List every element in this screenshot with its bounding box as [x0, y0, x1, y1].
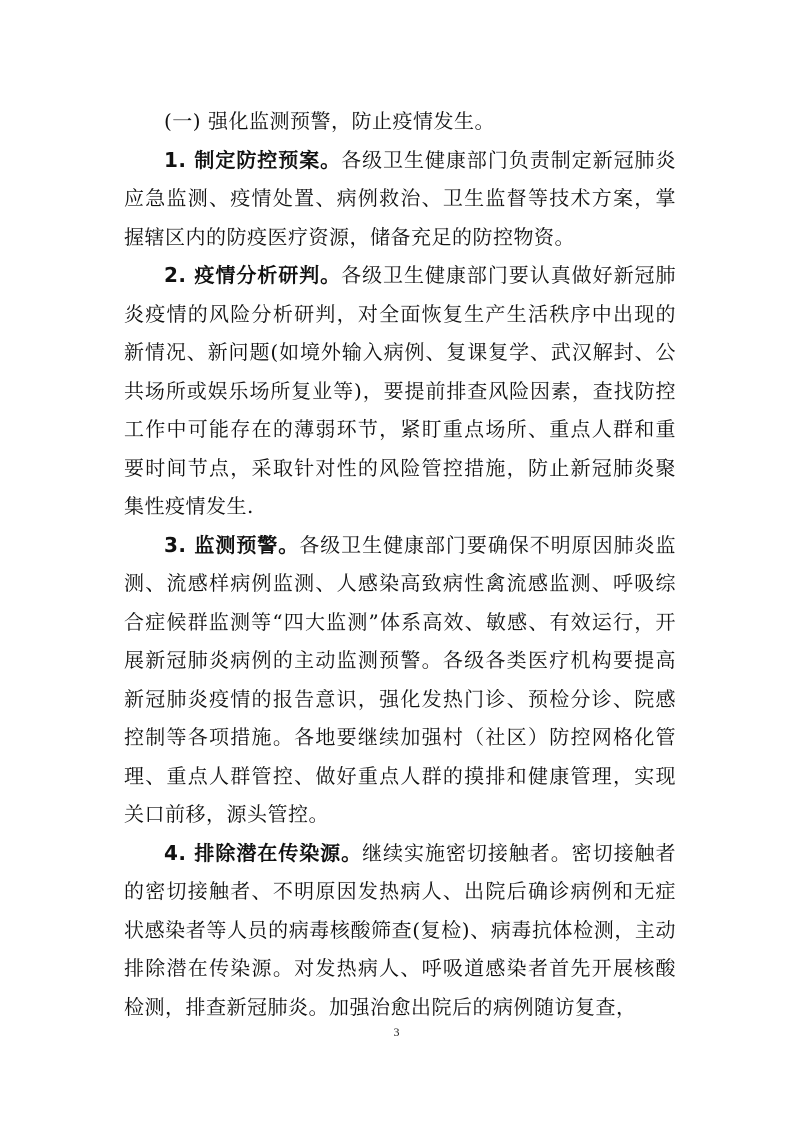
paragraph-item-4 — [124, 834, 676, 1027]
section-heading: (一) 强化监测预警，防止疫情发生。 — [164, 109, 495, 133]
item-body: 各级卫生健康部门要确保不明原因肺炎监测、流感样病例监测、人感染高致病性禽流感监测、呼吸综合症候群监测等“四大监测”体系高效、敏感、有效运行，开展新冠肺炎病例的主动监测预警。各级各类医疗机构要提高新冠肺炎疫情的报告意识，强化发热门诊、预检分诊、院感控制等各项措施。各地要继续加强村（社区）防控网格化管理、重点人群管控、做好重点人群的摸排和健康管理，实现关口前移，源头管控。 — [124, 532, 677, 826]
item-title: 2. 疫情分析研判。 — [164, 263, 342, 287]
item-body: 继续实施密切接触者。密切接触者的密切接触者、不明原因发热病人、出院后确诊病例和无症状感染者等人员的病毒核酸筛查(复检)、病毒抗体检测，主动排除潜在传染源。对发热病人、呼吸道感染者首先开展核酸检测，排查新冠肺炎。加强治愈出院后的病例随访复查， — [124, 840, 676, 1019]
item-title: 1. 制定防控预案。 — [164, 147, 342, 172]
paragraph-item-2 — [124, 256, 676, 526]
item-body: 各级卫生健康部门要认真做好新冠肺炎疫情的风险分析研判，对全面恢复生产生活秩序中出现的新情况、新问题(如境外输入病例、复课复学、武汉解封、公共场所或娱乐场所复业等)，要提前排查风险因素，查找防控工作中可能存在的薄弱环节，紧盯重点场所、重点人群和重要时间节点，采取针对性的风险管控措施，防止新冠肺炎聚集性疫情发生. — [124, 263, 676, 518]
item-title: 3. 监测预警。 — [164, 532, 300, 557]
item-title: 4. 排除潜在传染源。 — [164, 840, 363, 865]
item-body: 各级卫生健康部门负责制定新冠肺炎应急监测、疫情处置、病例救治、卫生监督等技术方案，掌握辖区内的防疫医疗资源，储备充足的防控物资。 — [124, 147, 676, 249]
document-body — [124, 102, 676, 1026]
paragraph-item-1 — [124, 141, 676, 257]
paragraph-item-3 — [124, 526, 676, 834]
page-number: 3 — [393, 1025, 400, 1039]
